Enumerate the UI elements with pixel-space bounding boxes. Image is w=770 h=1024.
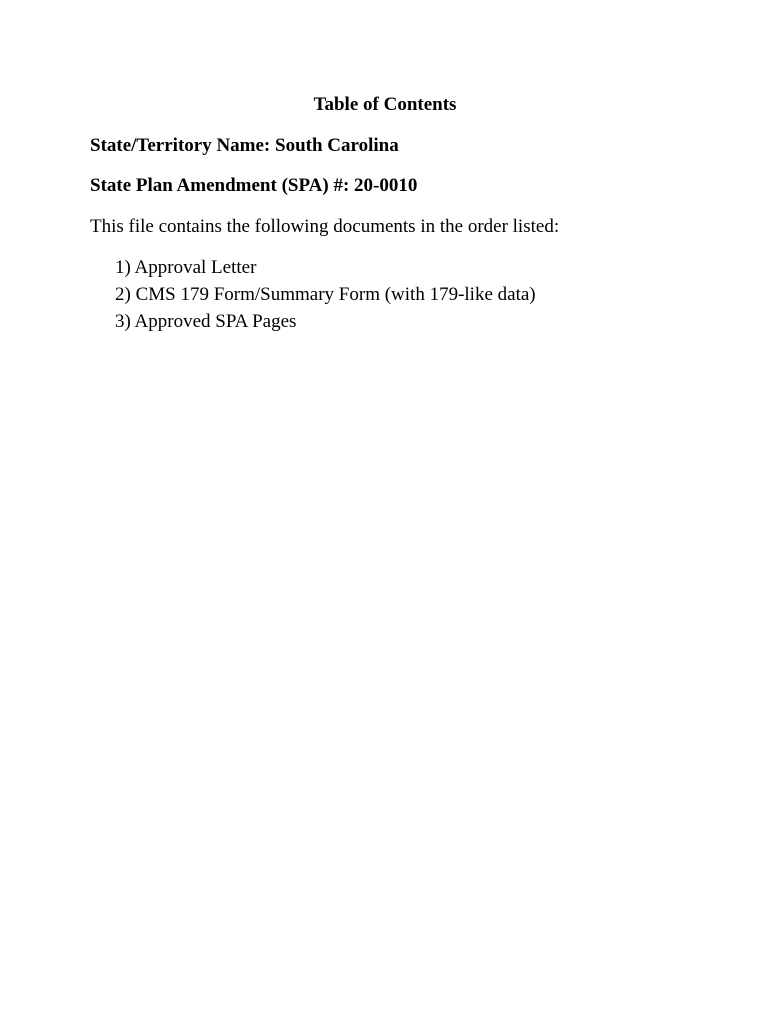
page-title: Table of Contents (313, 94, 457, 115)
document-list (115, 254, 536, 335)
intro-text: This file contains the following documents in the order listed: (90, 216, 560, 237)
list-item: 3) Approved SPA Pages (115, 311, 297, 332)
spa-number: State Plan Amendment (SPA) #: 20-0010 (90, 175, 418, 196)
list-item: 1) Approval Letter (115, 257, 257, 278)
state-territory-name: State/Territory Name: South Carolina (90, 135, 399, 156)
list-item: 2) CMS 179 Form/Summary Form (with 179-like data) (115, 284, 536, 305)
